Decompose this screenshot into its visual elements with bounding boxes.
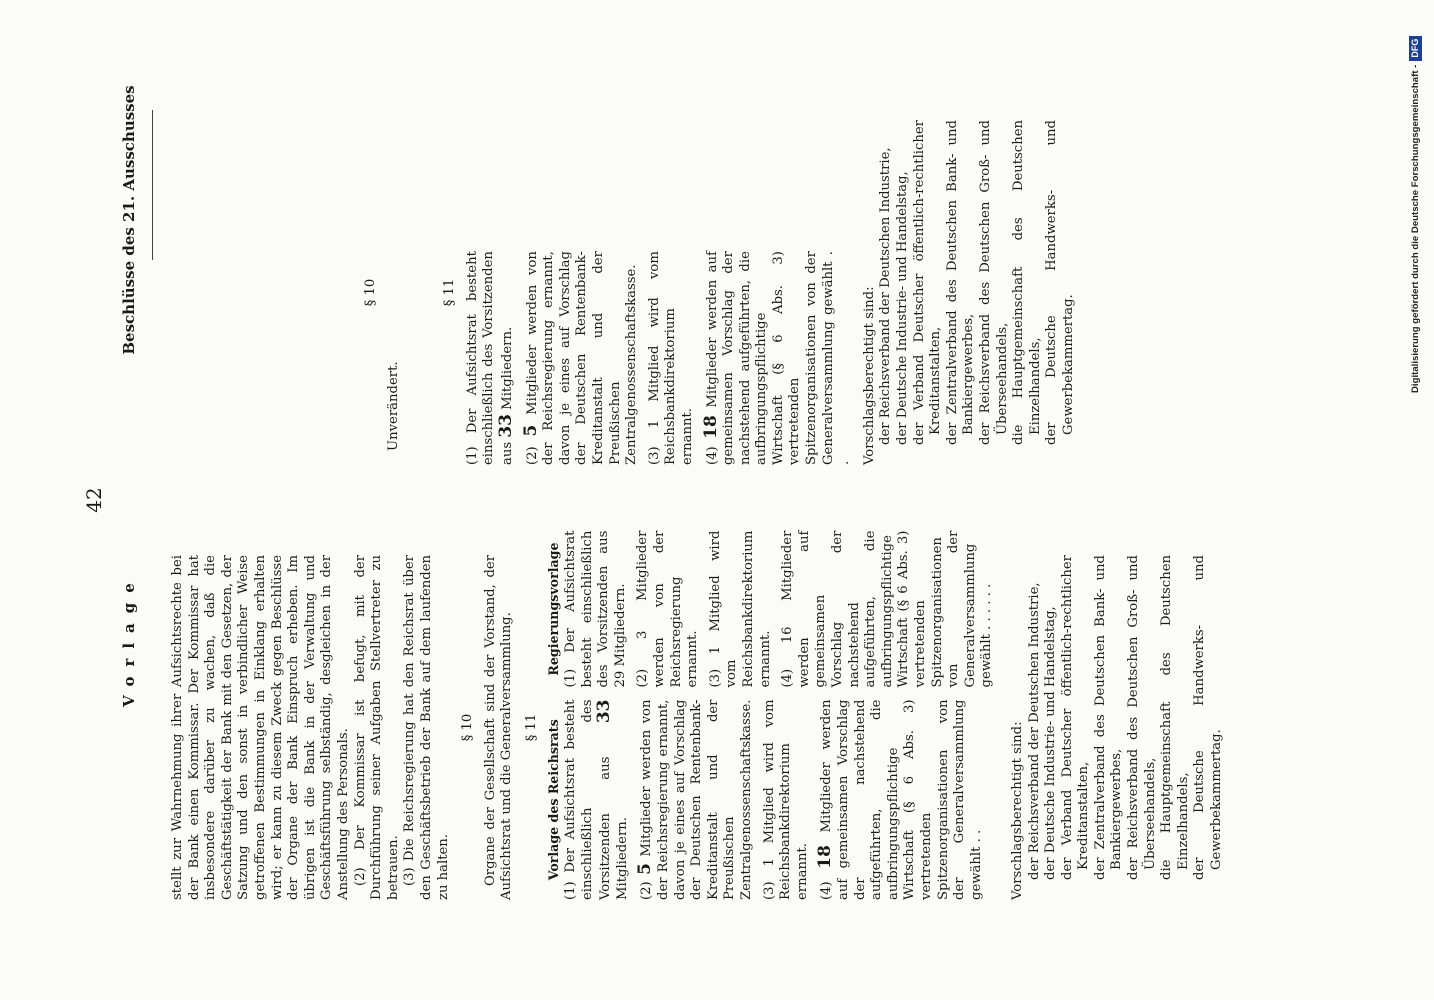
reichsrat-p1-suffix: Mitgliedern. — [614, 817, 630, 900]
page-number: 42 — [82, 487, 106, 513]
paragraph-2: (2) Der Kommissar ist befugt, mit der Durchführung seiner Aufgaben Stellvertreter zu betrauen. — [352, 555, 401, 900]
reichsrat-proposal — [546, 700, 1001, 901]
vorlage-column — [170, 530, 1226, 900]
section-11-heading: § 11 — [523, 713, 539, 742]
list-item: der Zentralverband des Deutschen Bank- und Bankiergewerbes, — [1092, 555, 1125, 880]
right-proposer-list — [862, 120, 1078, 465]
digitization-credit-text — [1405, 8, 1427, 393]
left-proposer-list — [1010, 555, 1226, 900]
reichsrat-p4 — [817, 700, 985, 901]
list-item: der Reichsverband der Deutschen Industrie, — [878, 147, 894, 445]
regierung-p4: (4) 16 Mitglieder werden auf gemeinsamen Vorschlag der nachstehend aufgeführten, die aufbringungspflichtige Wirtschaft (§ 6 Abs. 3) vertretenden Spitzenorganisationen von der Generalversammlung gewählt . . . . . . — [780, 530, 995, 688]
list-item: die Hauptgemeinschaft des Deutschen Einzelhandels, — [1159, 555, 1191, 880]
right-section-11-heading: § 11 — [442, 278, 458, 307]
right-p3: (3) 1 Mitglied wird vom Reichsbankdirektorium ernannt. — [646, 251, 695, 465]
right-list-intro: Vorschlagsberechtigt sind: — [861, 286, 877, 465]
list-item: der Verband Deutscher öffentlich-rechtlicher Kreditanstalten, — [911, 120, 944, 445]
list-item: der Reichsverband der Deutschen Industrie, — [1026, 582, 1042, 880]
right-p4-number: 18 — [700, 415, 721, 439]
credit-label: Digitalisierung gefördert durch die Deutsche Forschungsgemeinschaft - — [1410, 64, 1421, 393]
section-10-text: Organe der Gesellschaft sind der Vorstand, der Aufsichtsrat und die Generalversammlung. — [482, 555, 515, 900]
list-item: der Zentralverband des Deutschen Bank- und Bankiergewerbes, — [944, 120, 977, 445]
section-11-comparison — [546, 530, 1001, 900]
list-item: der Reichsverband des Deutschen Groß- und Überseehandels, — [1126, 555, 1158, 880]
right-p1-text: (1) Der Aufsichtsrat besteht einschließlich des Vorsitzenden aus — [464, 251, 515, 465]
regierung-p2: (2) 3 Mitglieder werden von der Reichsregierung ernannt. — [635, 530, 701, 688]
list-item: der Reichsverband des Deutschen Groß- und Überseehandels, — [978, 120, 1010, 445]
right-section-11-body — [465, 251, 854, 465]
section-10-heading: § 10 — [460, 713, 476, 742]
reichsrat-p1-number: 33 — [594, 699, 615, 724]
list-item: der Deutsche Industrie- und Handelstag, — [1043, 606, 1059, 880]
left-column-heading: Vorlage — [120, 573, 138, 707]
right-p4 — [700, 251, 854, 465]
list-item: der Verband Deutscher öffentlich-rechtlicher Kreditanstalten, — [1059, 555, 1092, 880]
heading-divider — [152, 110, 153, 260]
right-p4-text: Mitglieder werden auf gemeinsamen Vorschlag der nachstehend aufgeführten, die aufbringungspflichtige Wirtschaft (§ 6 Abs. 3) vertretenden Spitzenorganisationen von der Generalversammlung gewählt . . — [704, 251, 853, 465]
list-item: der Deutsche Handwerks- und Gewerbekammertag. — [1044, 120, 1076, 445]
intro-paragraph: stellt zur Wahrnehmung ihrer Aufsichtsrechte bei der Bank einen Kommissar. Der Kommissar hat insbesondere darüber zu wachen, daß die Geschäftstätigkeit der Bank mit den Gesetzen, der Satzung und den sonst in verbindlicher Weise getroffenen Bestimmungen in Einklang erhalten wird; er kann zu diesem Zweck gegen Beschlüsse der Organe der Bank Einspruch erheben. Im übrigen ist die Bank in der Verwaltung und Geschäftsführung selbständig, desgleichen in der Anstellung des Personals. — [170, 555, 351, 900]
reichsrat-p2-text: Mitglieder werden von der Reichsregierung ernannt, davon je eines auf Vorschlag der Deutschen Rentenbank-Kreditanstalt und der Preußischen Zentralgenossenschaftskasse. — [639, 699, 754, 900]
right-p1-number: 33 — [495, 414, 516, 438]
right-column-spacer — [170, 120, 355, 465]
reichsrat-p1 — [563, 700, 631, 901]
dfg-logo: DFG — [1409, 36, 1422, 61]
regierung-p3: (3) 1 Mitglied wird vom Reichsbankdirektorium ernannt. — [707, 530, 773, 688]
reichsrat-p2-number: 5 — [635, 863, 656, 875]
reichsrat-p4-text: Mitglieder werden auf gemeinsamen Vorschlag der nachstehend aufgeführten, die aufbringungspflichtige Wirtschaft (§ 6 Abs. 3) vertretenden Spitzenorganisationen von der Generalversammlung gewählt . . — [819, 699, 984, 900]
reichsrat-heading: Vorlage des Reichsrats — [546, 719, 562, 881]
reichsrat-p1-text: (1) Der Aufsichtsrat besteht einschließlich des Vorsitzenden aus — [563, 699, 614, 900]
right-section-10-heading: § 10 — [363, 278, 378, 307]
regierung-p1: (1) Der Aufsichtsrat besteht einschließlich des Vorsitzenden aus 29 Mitgliedern. — [563, 530, 628, 688]
list-item: die Hauptgemeinschaft des Deutschen Einzelhandels, — [1011, 120, 1043, 445]
reichsrat-p4-label: (4) — [819, 881, 835, 900]
list-item: der Deutsche Handwerks- und Gewerbekammertag. — [1192, 555, 1225, 880]
list-item: der Deutsche Industrie- und Handelstag, — [895, 171, 911, 445]
paragraph-3: (3) Die Reichsregierung hat den Reichsrat über den Geschäftsbetrieb der Bank auf dem laufenden zu halten. — [402, 555, 451, 900]
right-p2 — [520, 251, 641, 465]
right-p4-label: (4) — [704, 446, 720, 465]
reichsrat-p2 — [637, 700, 755, 901]
right-p1-suffix: Mitgliedern. — [499, 326, 515, 410]
right-column-heading: Beschlüsse des 21. Ausschusses — [120, 85, 138, 355]
beschluesse-column — [170, 120, 1078, 465]
regierung-proposal — [546, 531, 1001, 688]
reichsrat-p4-number: 18 — [815, 845, 836, 869]
right-p1 — [465, 251, 517, 465]
left-list-intro: Vorschlagsberechtigt sind: — [1009, 721, 1025, 900]
right-p2-label: (2) — [524, 446, 540, 465]
right-p2-text: Mitglieder werden von der Reichsregierung ernannt, davon je eines auf Vorschlag der Deutschen Rentenbank-Kreditanstalt und der Preußischen Zentralgenossenschaftskasse. — [524, 251, 640, 465]
reichsrat-p2-label: (2) — [639, 881, 655, 900]
right-p2-number: 5 — [520, 424, 541, 437]
digitization-credit — [1405, 8, 1427, 393]
reichsrat-p3: (3) 1 Mitglied wird vom Reichsbankdirektorium ernannt. — [761, 699, 810, 900]
regierung-heading: Regierungsvorlage — [546, 542, 562, 676]
right-section-10-text: Unverändert. — [385, 361, 401, 451]
